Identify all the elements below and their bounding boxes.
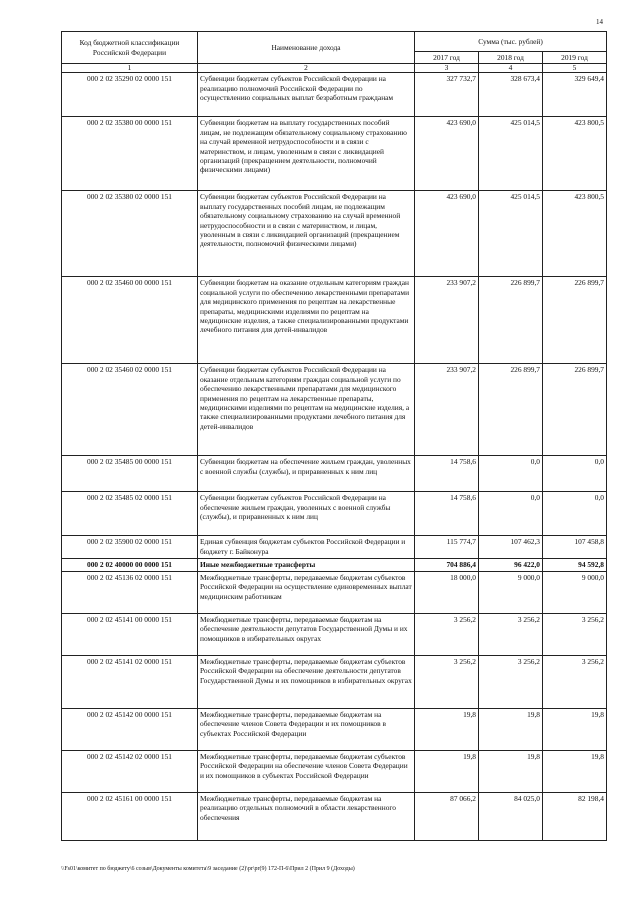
row-value-2017: 87 066,2 [415, 792, 479, 840]
row-value-2017: 14 758,6 [415, 456, 479, 492]
row-value-2018: 107 462,3 [479, 536, 543, 559]
row-name: Субвенции бюджетам на обеспечение жильем граждан, уволенных с военной службы (службы), и приравненных к ним лиц [198, 456, 415, 492]
row-value-2017: 115 774,7 [415, 536, 479, 559]
column-number: 4 [479, 64, 543, 73]
row-value-2017: 423 690,0 [415, 191, 479, 277]
row-value-2018: 96 422,0 [479, 559, 543, 571]
header-sum: Сумма (тыс. рублей) [415, 32, 607, 52]
table-row [62, 559, 607, 571]
row-value-2019: 0,0 [543, 492, 607, 536]
row-name: Субвенции бюджетам субъектов Российской Федерации на выплату государственных пособий лицам, не подлежащим обязательному социальному страхованию на случай временной нетрудоспособности и в связи с материнством, и лицам, уволенным в связи с ликвидацией организаций (прекращением деятельности, полномочий физическими лицами) [198, 191, 415, 277]
row-value-2019: 226 899,7 [543, 364, 607, 456]
row-name: Субвенции бюджетам субъектов Российской Федерации на реализацию полномочий Российской Федерации по осуществлению социальных выплат безработным гражданам [198, 73, 415, 117]
row-name: Единая субвенция бюджетам субъектов Российской Федерации и бюджету г. Байконура [198, 536, 415, 559]
table-row [62, 73, 607, 117]
row-name: Субвенции бюджетам на выплату государственных пособий лицам, не подлежащим обязательному социальному страхованию на случай временной нетрудоспособности и в связи с материнством, и лицам, уволенным в связи с ликвидацией организаций (прекращением деятельности, полномочий физическими лицами) [198, 117, 415, 191]
row-value-2019: 94 592,8 [543, 559, 607, 571]
file-path-footer: \\Fs01\комитет по бюджету\6 созыв\Документы комитета\9 заседание (2)\pr\pr(9) 172-П-6\Прил 2 (Прил 9 (Доходы) [61, 866, 355, 872]
header-name: Наименование дохода [198, 32, 415, 64]
row-code: 000 2 02 35380 00 0000 151 [62, 117, 198, 191]
budget-income-table [61, 31, 607, 841]
row-value-2018: 328 673,4 [479, 73, 543, 117]
row-name: Иные межбюджетные трансферты [198, 559, 415, 571]
row-code: 000 2 02 40000 00 0000 151 [62, 559, 198, 571]
row-value-2019: 9 000,0 [543, 571, 607, 613]
row-value-2018: 226 899,7 [479, 364, 543, 456]
column-number: 5 [543, 64, 607, 73]
header-year-2017: 2017 год [415, 52, 479, 64]
row-name: Субвенции бюджетам субъектов Российской Федерации на обеспечение жильем граждан, уволенных с военной службы (службы), и приравненных к ним лиц [198, 492, 415, 536]
row-name: Субвенции бюджетам субъектов Российской Федерации на оказание отдельным категориям граждан социальной услуги по обеспечению лекарственными препаратами для медицинского применения по рецептам на лекарственные препараты, медицинскими изделиями по рецептам на медицинские изделия, а также специализированными продуктами лечебного питания для детей-инвалидов [198, 364, 415, 456]
row-value-2018: 19,8 [479, 750, 543, 792]
table-row [62, 613, 607, 655]
row-value-2019: 107 458,8 [543, 536, 607, 559]
table-row [62, 655, 607, 708]
row-name: Межбюджетные трансферты, передаваемые бюджетам субъектов Российской Федерации на обеспечение деятельности депутатов Государственной Думы и их помощников в избирательных округах [198, 655, 415, 708]
row-name: Межбюджетные трансферты, передаваемые бюджетам на обеспечение деятельности депутатов Государственной Думы и их помощников в избирательных округах [198, 613, 415, 655]
row-value-2018: 9 000,0 [479, 571, 543, 613]
row-name: Межбюджетные трансферты, передаваемые бюджетам на реализацию отдельных полномочий в области лекарственного обеспечения [198, 792, 415, 840]
table-row [62, 750, 607, 792]
row-value-2017: 233 907,2 [415, 277, 479, 364]
row-value-2018: 0,0 [479, 456, 543, 492]
table-row [62, 571, 607, 613]
row-code: 000 2 02 35290 02 0000 151 [62, 73, 198, 117]
row-code: 000 2 02 45141 00 0000 151 [62, 613, 198, 655]
header-code: Код бюджетной классификации Российской Федерации [62, 32, 198, 64]
row-value-2017: 423 690,0 [415, 117, 479, 191]
row-code: 000 2 02 45136 02 0000 151 [62, 571, 198, 613]
row-value-2017: 18 000,0 [415, 571, 479, 613]
row-code: 000 2 02 35380 02 0000 151 [62, 191, 198, 277]
column-number: 2 [198, 64, 415, 73]
row-value-2018: 425 014,5 [479, 191, 543, 277]
row-value-2019: 0,0 [543, 456, 607, 492]
row-code: 000 2 02 35460 00 0000 151 [62, 277, 198, 364]
table-row [62, 792, 607, 840]
row-value-2018: 3 256,2 [479, 613, 543, 655]
column-number: 1 [62, 64, 198, 73]
header-year-2018: 2018 год [479, 52, 543, 64]
row-value-2019: 226 899,7 [543, 277, 607, 364]
row-code: 000 2 02 35900 02 0000 151 [62, 536, 198, 559]
row-value-2018: 0,0 [479, 492, 543, 536]
row-value-2018: 84 025,0 [479, 792, 543, 840]
row-code: 000 2 02 45161 00 0000 151 [62, 792, 198, 840]
row-value-2019: 19,8 [543, 708, 607, 750]
row-value-2019: 423 800,5 [543, 191, 607, 277]
row-value-2019: 3 256,2 [543, 613, 607, 655]
row-code: 000 2 02 35485 02 0000 151 [62, 492, 198, 536]
row-value-2017: 233 907,2 [415, 364, 479, 456]
row-value-2017: 19,8 [415, 708, 479, 750]
row-code: 000 2 02 35460 02 0000 151 [62, 364, 198, 456]
row-value-2018: 19,8 [479, 708, 543, 750]
column-number: 3 [415, 64, 479, 73]
row-value-2017: 14 758,6 [415, 492, 479, 536]
table-row [62, 492, 607, 536]
table-row [62, 364, 607, 456]
row-value-2017: 327 732,7 [415, 73, 479, 117]
row-value-2017: 3 256,2 [415, 613, 479, 655]
row-value-2017: 704 886,4 [415, 559, 479, 571]
table-row [62, 708, 607, 750]
row-value-2017: 3 256,2 [415, 655, 479, 708]
row-name: Межбюджетные трансферты, передаваемые бюджетам на обеспечение членов Совета Федерации и их помощников в субъектах Российской Федерации [198, 708, 415, 750]
row-name: Межбюджетные трансферты, передаваемые бюджетам субъектов Российской Федерации на обеспечение членов Совета Федерации и их помощников в субъектах Российской Федерации [198, 750, 415, 792]
header-year-2019: 2019 год [543, 52, 607, 64]
row-code: 000 2 02 45141 02 0000 151 [62, 655, 198, 708]
row-name: Субвенции бюджетам на оказание отдельным категориям граждан социальной услуги по обеспечению лекарственными препаратами для медицинского применения по рецептам на лекарственные препараты, медицинскими изделиями по рецептам на медицинские изделия, а также специализированными продуктами лечебного питания для детей-инвалидов [198, 277, 415, 364]
table-row [62, 117, 607, 191]
row-value-2019: 19,8 [543, 750, 607, 792]
table-row [62, 456, 607, 492]
table-row [62, 536, 607, 559]
row-value-2019: 329 649,4 [543, 73, 607, 117]
row-code: 000 2 02 35485 00 0000 151 [62, 456, 198, 492]
row-value-2017: 19,8 [415, 750, 479, 792]
table-row [62, 277, 607, 364]
row-value-2018: 226 899,7 [479, 277, 543, 364]
row-code: 000 2 02 45142 00 0000 151 [62, 708, 198, 750]
row-name: Межбюджетные трансферты, передаваемые бюджетам субъектов Российской Федерации на осуществление единовременных выплат медицинским работникам [198, 571, 415, 613]
row-value-2018: 425 014,5 [479, 117, 543, 191]
row-value-2018: 3 256,2 [479, 655, 543, 708]
table-row [62, 191, 607, 277]
page-number: 14 [596, 18, 603, 26]
row-code: 000 2 02 45142 02 0000 151 [62, 750, 198, 792]
row-value-2019: 423 800,5 [543, 117, 607, 191]
row-value-2019: 82 198,4 [543, 792, 607, 840]
row-value-2019: 3 256,2 [543, 655, 607, 708]
